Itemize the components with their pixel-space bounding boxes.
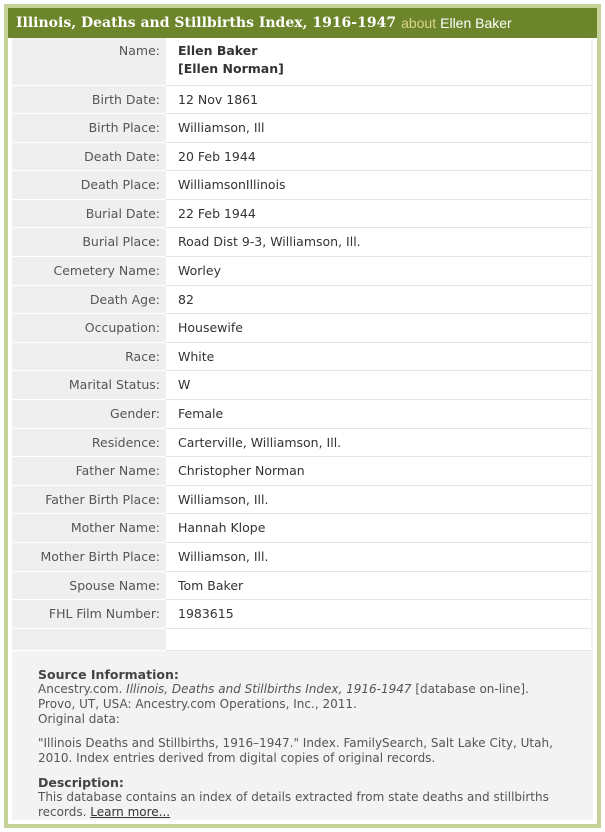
field-value: Road Dist 9-3, Williamson, Ill. — [166, 228, 591, 257]
table-row — [12, 142, 591, 171]
field-value: 20 Feb 1944 — [166, 142, 591, 171]
field-label: Mother Name: — [12, 514, 166, 543]
source-database-suffix: [database on-line]. — [415, 681, 529, 696]
field-label: Father Birth Place: — [12, 485, 166, 514]
table-row — [12, 400, 591, 429]
field-value: Williamson, Ill — [166, 114, 591, 143]
field-value: Tom Baker — [166, 571, 591, 600]
table-row — [12, 457, 591, 486]
table-row — [12, 514, 591, 543]
field-label: Cemetery Name: — [12, 257, 166, 286]
field-value: W — [166, 371, 591, 400]
collection-title: Illinois, Deaths and Stillbirths Index, 1916-1947 — [16, 15, 397, 31]
spacer-value — [166, 628, 591, 650]
original-data-label: Original data: — [38, 711, 120, 726]
field-label: Name: — [12, 38, 166, 85]
spacer-label — [12, 628, 166, 650]
field-label: Death Age: — [12, 285, 166, 314]
source-database-title: Illinois, Deaths and Stillbirths Index, 1916-1947 — [126, 681, 412, 696]
field-label: Birth Place: — [12, 114, 166, 143]
field-label: Father Name: — [12, 457, 166, 486]
field-value: 22 Feb 1944 — [166, 199, 591, 228]
description-heading: Description: — [38, 774, 124, 790]
source-citation — [38, 682, 573, 697]
table-row — [12, 257, 591, 286]
panel-header — [8, 8, 597, 38]
table-row — [12, 371, 591, 400]
description-body: This database contains an index of details extracted from state deaths and stillbirths records. — [38, 789, 549, 819]
field-value: Housewife — [166, 314, 591, 343]
field-value: Christopher Norman — [166, 457, 591, 486]
field-value: Williamson, Ill. — [166, 543, 591, 572]
table-row — [12, 428, 591, 457]
field-label: FHL Film Number: — [12, 600, 166, 629]
field-value: Worley — [166, 257, 591, 286]
table-row — [12, 199, 591, 228]
table-row — [12, 314, 591, 343]
field-value: Hannah Klope — [166, 514, 591, 543]
table-row — [12, 285, 591, 314]
person-alt-name: [Ellen Norman] — [178, 61, 284, 76]
field-label: Birth Date: — [12, 85, 166, 114]
field-label: Death Date: — [12, 142, 166, 171]
source-publisher: Ancestry.com. — [38, 681, 123, 696]
field-value-name — [166, 38, 591, 85]
field-label: Race: — [12, 342, 166, 371]
field-value: 1983615 — [166, 600, 591, 629]
table-row — [12, 485, 591, 514]
field-label: Gender: — [12, 400, 166, 429]
source-information — [12, 651, 593, 820]
source-publisher-line: Provo, UT, USA: Ancestry.com Operations, Inc., 2011. — [38, 696, 357, 711]
field-value: 12 Nov 1861 — [166, 85, 591, 114]
field-label: Burial Place: — [12, 228, 166, 257]
table-spacer-row — [12, 628, 591, 650]
table-row — [12, 543, 591, 572]
table-row — [12, 571, 591, 600]
table-row — [12, 228, 591, 257]
field-label: Death Place: — [12, 171, 166, 200]
record-panel — [4, 4, 601, 828]
field-value: Female — [166, 400, 591, 429]
table-row — [12, 171, 591, 200]
field-value: 82 — [166, 285, 591, 314]
field-value: WilliamsonIllinois — [166, 171, 591, 200]
field-value: White — [166, 342, 591, 371]
field-label: Occupation: — [12, 314, 166, 343]
field-label: Burial Date: — [12, 199, 166, 228]
field-label: Spouse Name: — [12, 571, 166, 600]
record-table — [12, 38, 591, 651]
record-body — [12, 38, 593, 820]
person-name-header: Ellen Baker — [440, 15, 512, 31]
table-row — [12, 600, 591, 629]
original-data-text: "Illinois Deaths and Stillbirths, 1916–1947." Index. FamilySearch, Salt Lake City, Utah, 2010. Index entries derived from digital copies of original records. — [38, 735, 553, 765]
table-row — [12, 342, 591, 371]
table-row — [12, 114, 591, 143]
learn-more-link[interactable]: Learn more... — [90, 804, 171, 819]
field-label: Residence: — [12, 428, 166, 457]
field-label: Mother Birth Place: — [12, 543, 166, 572]
field-value: Williamson, Ill. — [166, 485, 591, 514]
description-text — [38, 790, 573, 820]
table-row — [12, 38, 591, 85]
field-label: Marital Status: — [12, 371, 166, 400]
table-row — [12, 85, 591, 114]
field-value: Carterville, Williamson, Ill. — [166, 428, 591, 457]
about-label: about — [401, 15, 437, 31]
source-heading: Source Information: — [38, 666, 179, 682]
person-name: Ellen Baker — [178, 43, 258, 58]
